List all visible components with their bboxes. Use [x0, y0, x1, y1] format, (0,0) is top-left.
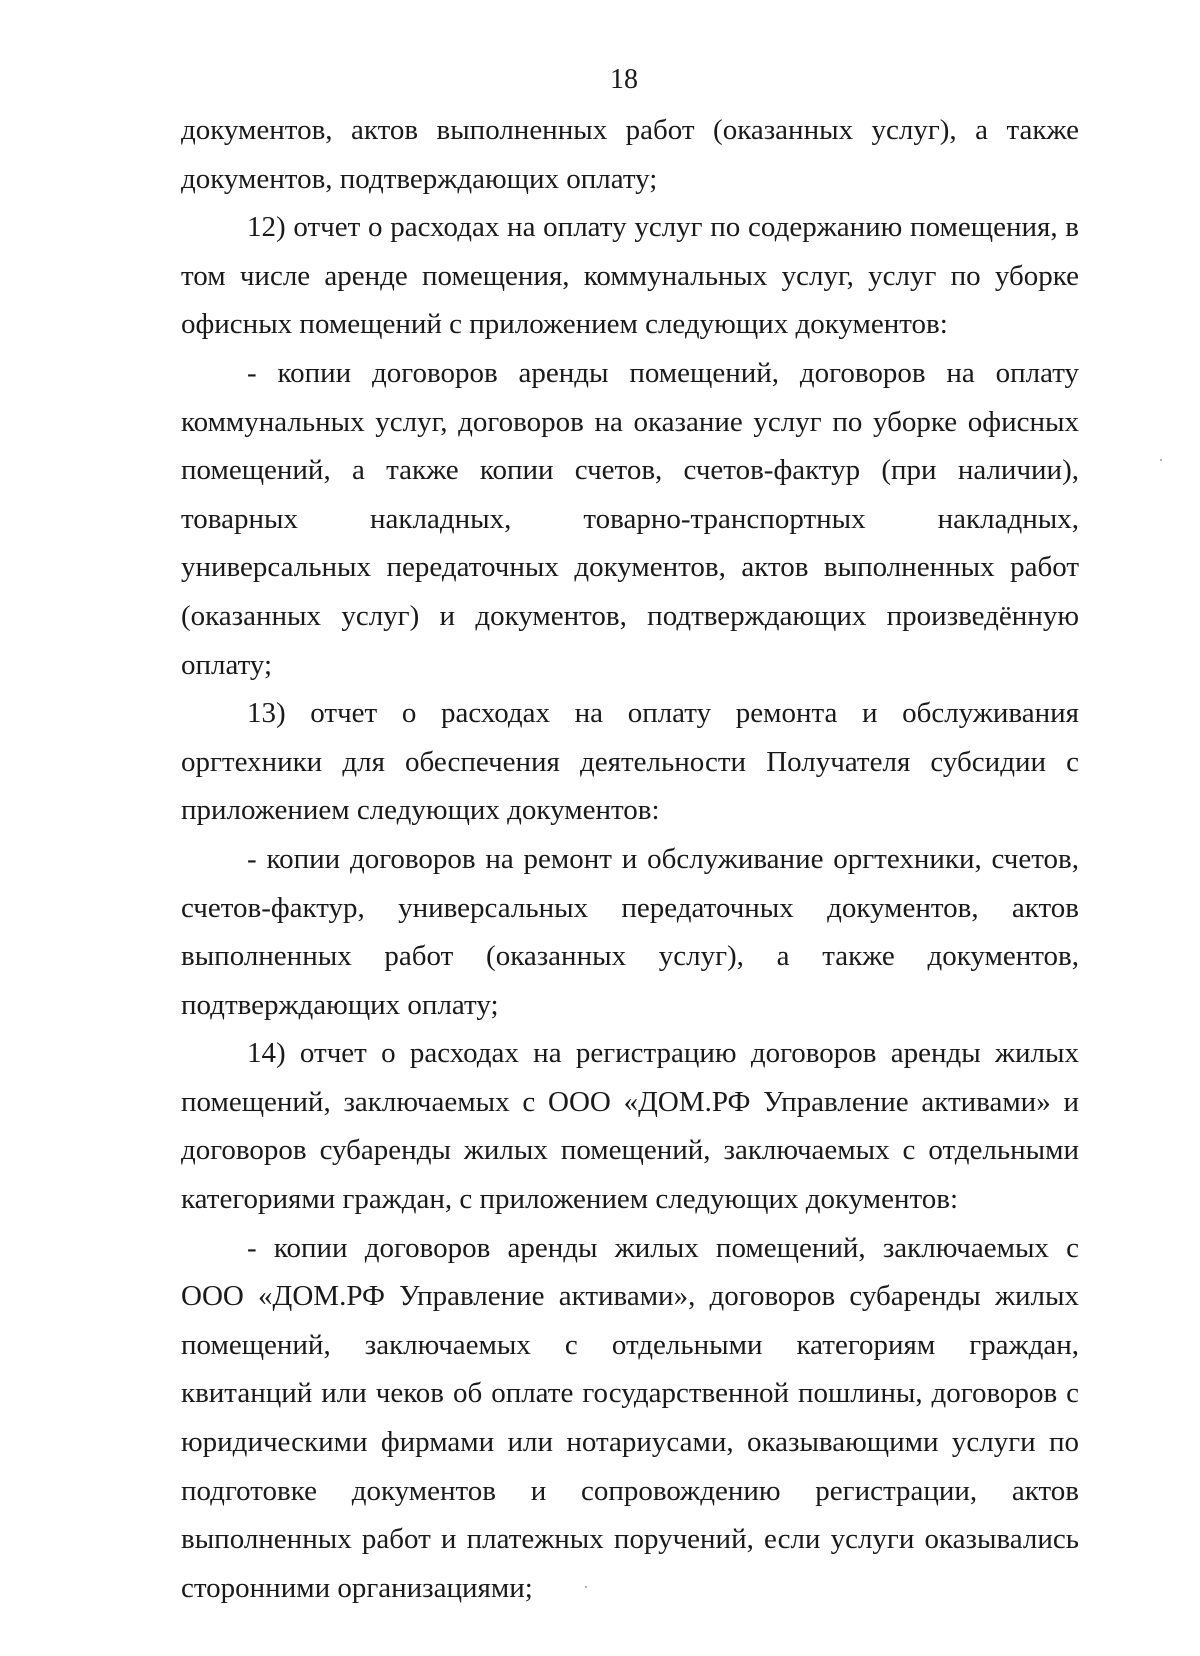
scan-speck — [1160, 459, 1162, 461]
paragraph-item-14: 14) отчет о расходах на регистрацию договоров аренды жилых помещений, заключаемых с ООО «ДОМ.РФ Управление активами» и договоров субаренды жилых помещений, заключаемых с отдельными категориями граждан, с приложением следующих документов: — [181, 1037, 1079, 1216]
paragraph-item-12-documents: - копии договоров аренды помещений, договоров на оплату коммунальных услуг, договоров на оказание услуг по уборке офисных помещений, а также копии счетов, счетов-фактур (при наличии), товарных накладных, товарно-транспортных накладных, универсальных передаточных документов, актов выполненных работ (оказанных услуг) и документов, подтверждающих произведённую оплату; — [181, 356, 1079, 681]
paragraph-continuation: документов, актов выполненных работ (оказанных услуг), а также документов, подтверждающих оплату; — [181, 114, 1079, 195]
page-number: 18 — [610, 64, 638, 95]
paragraph-item-13: 13) отчет о расходах на оплату ремонта и обслуживания оргтехники для обеспечения деятельности Получателя субсидии с приложением следующих документов: — [181, 697, 1079, 827]
paragraph-item-13-documents: - копии договоров на ремонт и обслуживание оргтехники, счетов, счетов-фактур, универсальных передаточных документов, актов выполненных работ (оказанных услуг), а также документов, подтверждающих оплату; — [181, 842, 1079, 1021]
paragraph-item-12: 12) отчет о расходах на оплату услуг по содержанию помещения, в том числе аренде помещения, коммунальных услуг, услуг по уборке офисных помещений с приложением следующих документов: — [181, 211, 1079, 341]
paragraph-item-14-documents: - копии договоров аренды жилых помещений, заключаемых с ООО «ДОМ.РФ Управление активами», договоров субаренды жилых помещений, заключаемых с отдельными категориям граждан, квитанций или чеков об оплате государственной пошлины, договоров с юридическими фирмами или нотариусами, оказывающими услуги по подготовке документов и сопровождению регистрации, актов выполненных работ и платежных поручений, если услуги оказывались сторонними организациями; — [181, 1231, 1079, 1604]
scan-speck — [585, 1586, 587, 1588]
document-body — [181, 106, 1079, 1612]
